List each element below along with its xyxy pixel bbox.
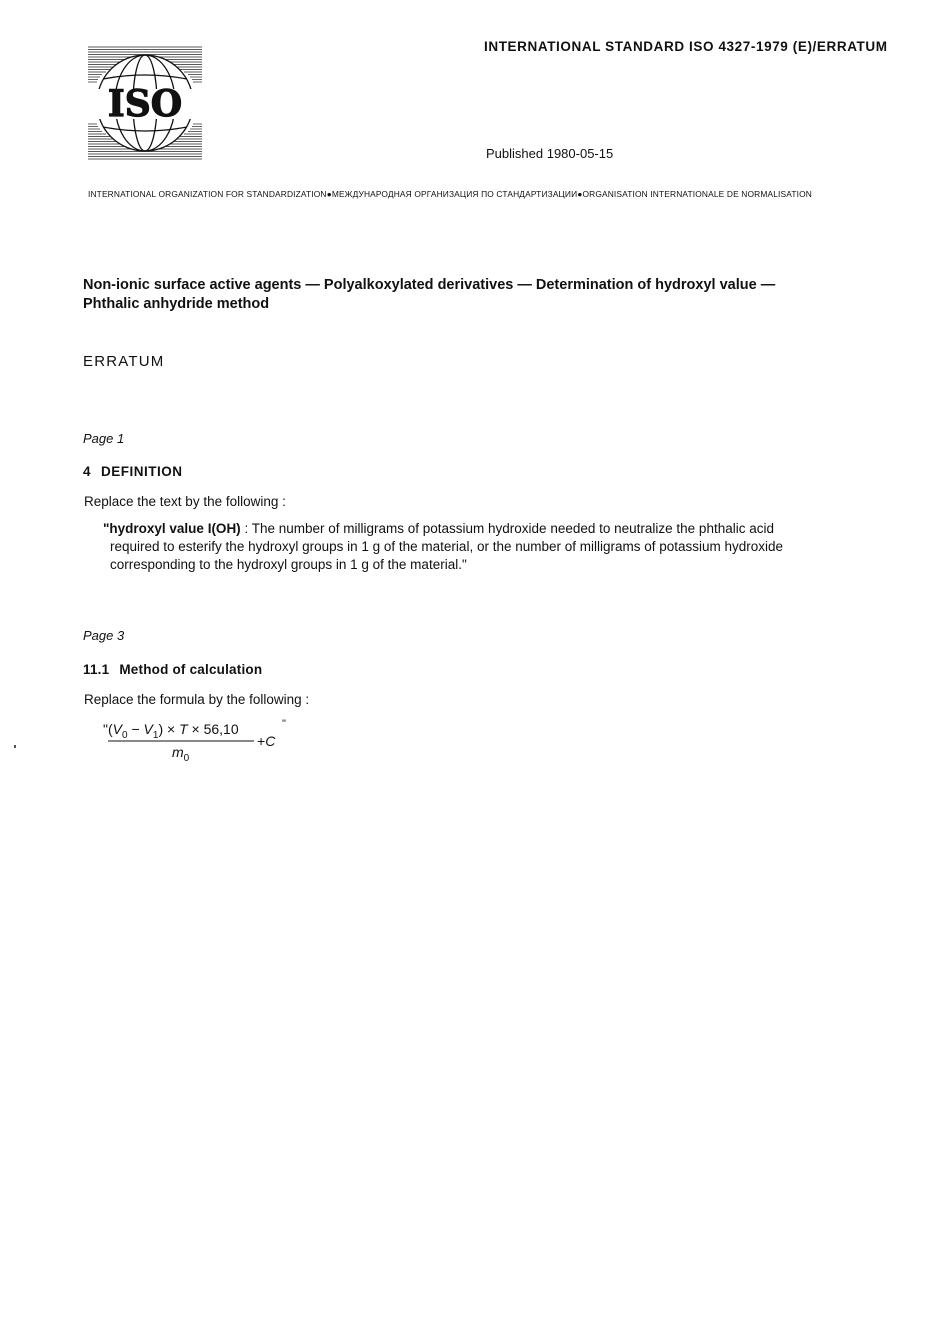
definition-line-3: corresponding to the hydroxyl groups in 1 g of the material."	[110, 557, 467, 572]
formula-close-quote: "	[282, 718, 286, 730]
page-reference-1: Page 1	[83, 431, 125, 446]
formula-numerator: "$(V_0 - V_1) \times T \times 56,10$	[103, 721, 239, 741]
title-line-1: Non-ionic surface active agents — Polyalkoxylated derivatives — Determination of hydroxyl value —	[83, 277, 776, 293]
formula-denominator: $m_0$	[172, 744, 190, 764]
instruction-text-2: Replace the formula by the following :	[84, 692, 310, 707]
section-number: 11.1	[83, 662, 110, 677]
hydroxyl-value-formula	[100, 715, 300, 767]
definition-line-1	[103, 520, 878, 538]
section-heading-definition	[83, 464, 183, 479]
organization-names: INTERNATIONAL ORGANIZATION FOR STANDARDIZATION●МЕЖДУНАРОДНАЯ ОРГАНИЗАЦИЯ ПО СТАНДАРТИЗАЦИИ●ORGANISATION INTERNATIONALE DE NORMALISATION	[88, 189, 812, 199]
definition-text-1: : The number of milligrams of potassium hydroxide needed to neutralize the phthalic acid	[240, 521, 774, 536]
section-number: 4	[83, 464, 92, 479]
section-title: DEFINITION	[101, 464, 183, 479]
erratum-heading: ERRATUM	[83, 353, 165, 370]
page-reference-2: Page 3	[83, 628, 125, 643]
section-title: Method of calculation	[119, 662, 263, 677]
publication-date: Published 1980-05-15	[486, 146, 614, 161]
definition-line-2: required to esterify the hydroxyl groups in 1 g of the material, or the number of milligrams of potassium hydroxide	[110, 539, 784, 554]
scan-speck	[14, 745, 16, 748]
document-title	[83, 276, 863, 314]
standard-designation: INTERNATIONAL STANDARD ISO 4327-1979 (E)/ERRATUM	[484, 39, 888, 54]
instruction-text-1: Replace the text by the following :	[84, 494, 286, 509]
definition-block	[103, 520, 878, 574]
formula-plus-term: +C	[257, 733, 276, 749]
section-heading-calculation	[83, 662, 262, 677]
defined-term: "hydroxyl value I(OH)	[103, 521, 241, 536]
logo-text: ISO	[107, 83, 183, 125]
title-line-2: Phthalic anhydride method	[83, 296, 270, 312]
iso-logo	[88, 45, 202, 161]
